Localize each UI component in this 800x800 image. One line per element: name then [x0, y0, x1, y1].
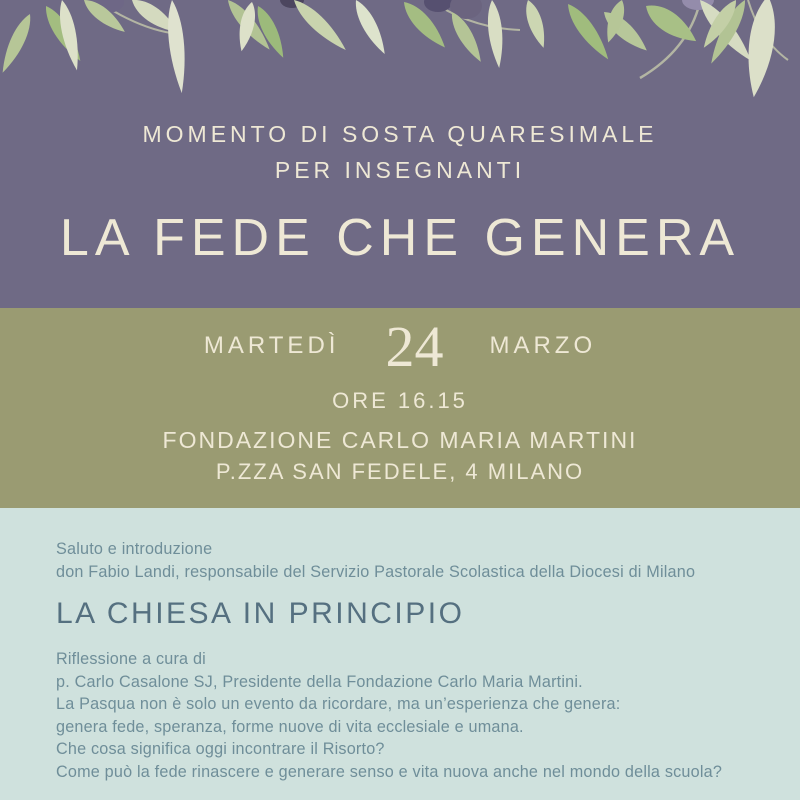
event-date-row: [0, 308, 800, 378]
event-venue: FONDAZIONE CARLO MARIA MARTINI: [162, 427, 638, 453]
event-details-section: [0, 308, 800, 508]
talk-description: [56, 648, 754, 783]
event-address: P.ZZA SAN FEDELE, 4 MILANO: [215, 459, 585, 484]
header-section: [0, 0, 800, 308]
talk-line: Che cosa significa oggi incontrare il Risorto?: [56, 740, 385, 758]
talk-line: Come può la fede rinascere e generare senso e vita nuova anche nel mondo della scuola?: [56, 762, 723, 781]
talk-line: La Pasqua non è solo un evento da ricordare, ma un’esperienza che genera:: [56, 695, 621, 713]
olive-branch-decoration-icon: [0, 0, 800, 108]
talk-title: LA CHIESA IN PRINCIPIO: [56, 597, 465, 630]
program-intro-label: Saluto e introduzione: [56, 540, 213, 558]
event-time: ORE 16.15: [332, 388, 468, 413]
talk-line: genera fede, speranza, forme nuove di vita ecclesiale e umana.: [56, 717, 524, 736]
program-section: [0, 508, 800, 800]
event-date-number: 24: [385, 313, 444, 379]
poster-title: LA FEDE CHE GENERA: [59, 209, 741, 267]
event-kicker-line2: PER INSEGNANTI: [274, 157, 526, 183]
talk-line: p. Carlo Casalone SJ, Presidente della Fondazione Carlo Maria Martini.: [56, 672, 583, 691]
event-month: MARZO: [489, 332, 597, 359]
event-kicker-line1: MOMENTO DI SOSTA QUARESIMALE: [142, 121, 658, 147]
event-day: MARTEDÌ: [203, 332, 340, 359]
talk-line: Riflessione a cura di: [56, 650, 206, 668]
program-intro-speaker: don Fabio Landi, responsabile del Servizio Pastorale Scolastica della Diocesi di Milano: [56, 562, 696, 581]
